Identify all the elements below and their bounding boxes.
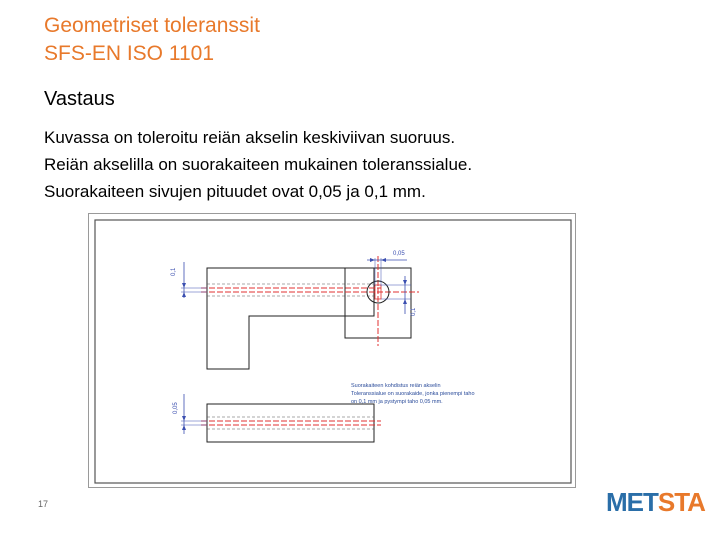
drawing-canvas bbox=[89, 214, 577, 489]
paragraph-line-2: Reiän akselilla on suorakaiteen mukainen toleranssialue. bbox=[44, 155, 473, 174]
note-line-3: on 0,1 mm ja pystympi taho 0,05 mm. bbox=[351, 399, 443, 405]
paragraph-line-3: Suorakaiteen sivujen pituudet ovat 0,05 ja 0,1 mm. bbox=[44, 182, 426, 201]
lower-part-view bbox=[173, 394, 381, 442]
logo-part-2: STA bbox=[657, 487, 705, 517]
dim-right-vertical: 0,1 bbox=[411, 307, 417, 316]
dim-top-right: 0,05 bbox=[393, 251, 405, 257]
drawing-note bbox=[351, 383, 475, 405]
title-line-2: SFS-EN ISO 1101 bbox=[44, 42, 215, 65]
note-line-2: Toleranssialue on suorakaide, jonka pienempi taho bbox=[351, 391, 475, 397]
logo-part-1: MET bbox=[606, 487, 658, 517]
technical-drawing bbox=[88, 213, 576, 488]
dim-left-top: 0,1 bbox=[171, 267, 177, 276]
slide-title bbox=[44, 12, 260, 68]
section-heading: Vastaus bbox=[44, 88, 115, 110]
upper-part-view bbox=[171, 262, 381, 369]
note-line-1: Suorakaiteen kohdistus reiän akselin bbox=[351, 383, 441, 389]
page-number: 17 bbox=[38, 499, 49, 509]
answer-text bbox=[44, 124, 472, 205]
end-view bbox=[337, 251, 419, 346]
title-line-1: Geometriset toleranssit bbox=[44, 14, 260, 37]
metsta-logo bbox=[606, 487, 705, 518]
paragraph-line-1: Kuvassa on toleroitu reiän akselin keskiviivan suoruus. bbox=[44, 128, 456, 147]
dim-left-bottom: 0,05 bbox=[173, 402, 179, 414]
drawing-frame bbox=[95, 220, 571, 483]
